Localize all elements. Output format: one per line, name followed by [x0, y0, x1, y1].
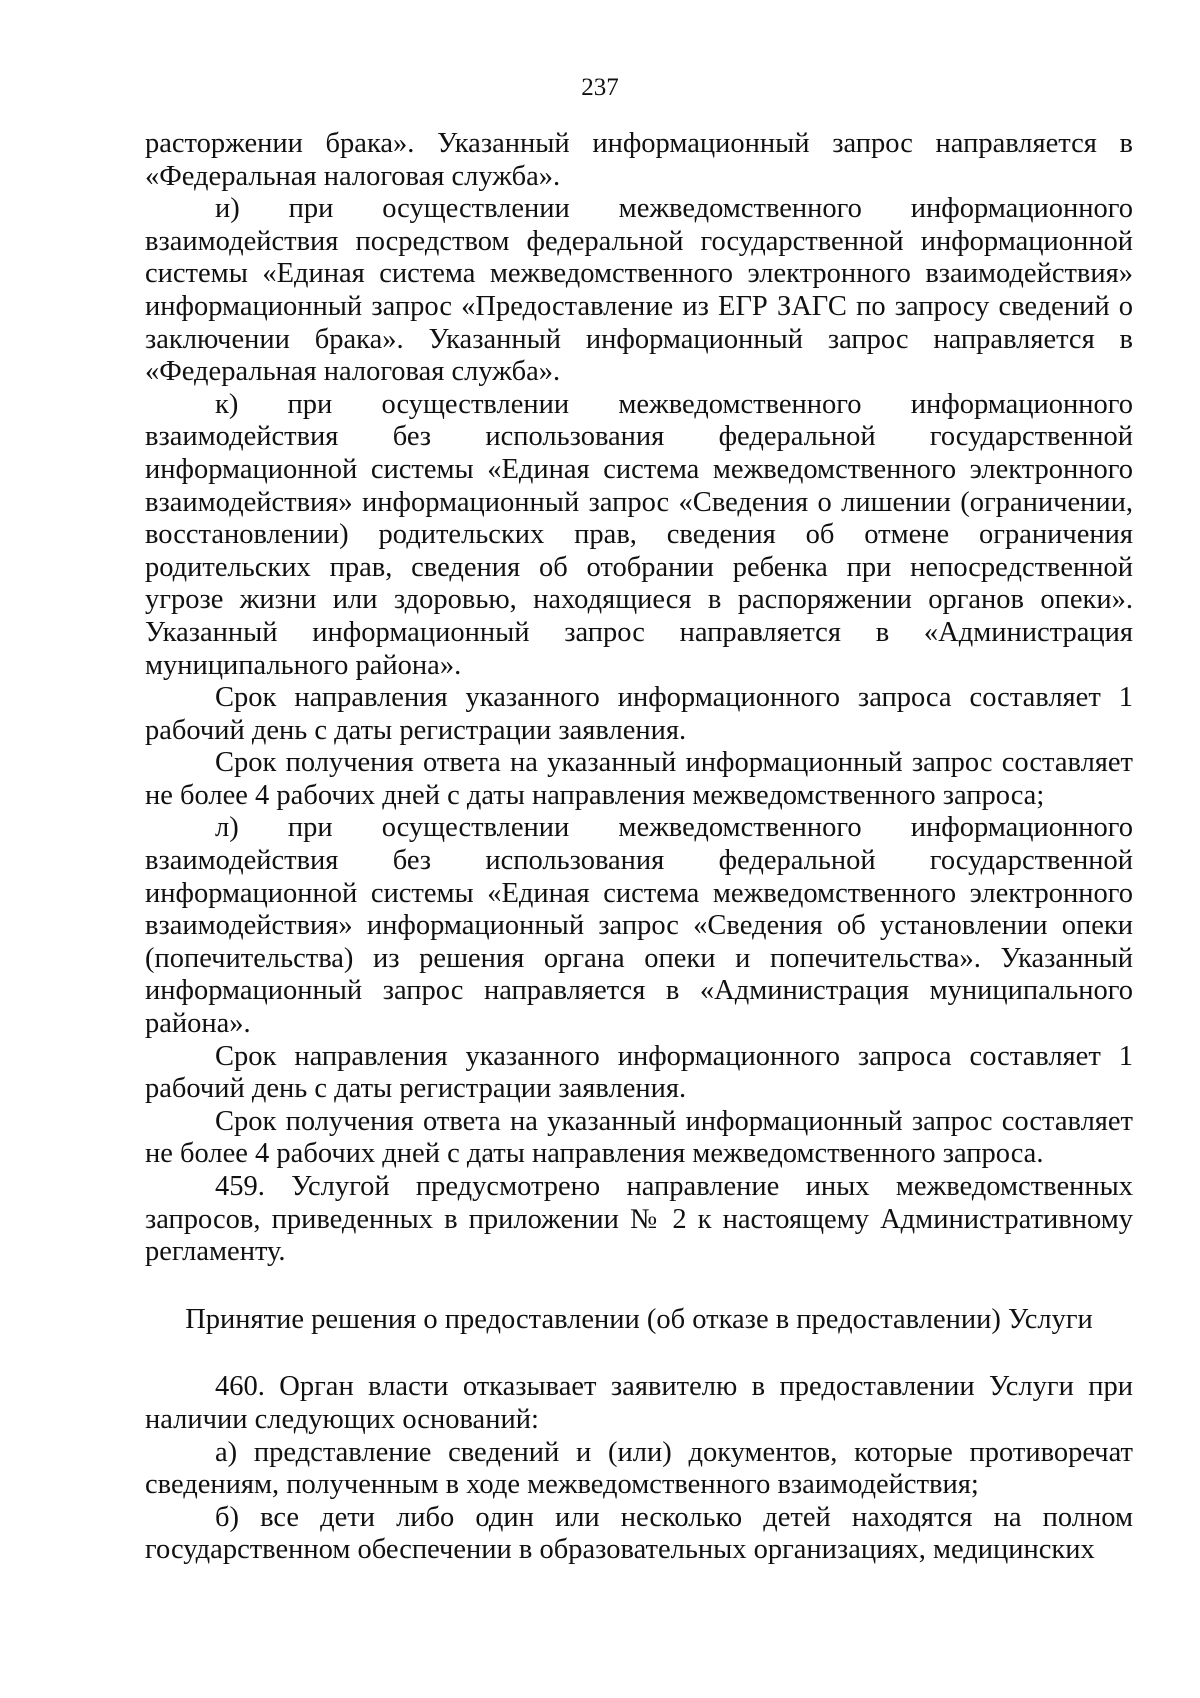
paragraph-response-deadline: Срок получения ответа на указанный информационный запрос составляет не более 4 рабочих дней с даты направления межведомственного запроса;: [145, 747, 1133, 811]
paragraph-item-l: л) при осуществлении межведомственного информационного взаимодействия без использования федеральной государственной информационной системы «Единая система межведомственного электронного взаимодействия» информационный запрос «Сведения об установлении опеки (попечительства) из решения органа опеки и попечительства». Указанный информационный запрос направляется в «Администрация муниципального района».: [145, 812, 1133, 1040]
paragraph-item-k: к) при осуществлении межведомственного информационного взаимодействия без использования федеральной государственной информационной системы «Единая система межведомственного электронного взаимодействия» информационный запрос «Сведения о лишении (ограничении, восстановлении) родительских прав, сведения об отмене ограничения родительских прав, сведения об отобрании ребенка при непосредственной угрозе жизни или здоровью, находящиеся в распоряжении органов опеки». Указанный информационный запрос направляется в «Администрация муниципального района».: [145, 388, 1133, 681]
paragraph-460: 460. Орган власти отказывает заявителю в предоставлении Услуги при наличии следующих оснований:: [145, 1371, 1133, 1435]
paragraph-460-b: б) все дети либо один или несколько детей находятся на полном государственном обеспечении в образовательных организациях, медицинских: [145, 1501, 1133, 1566]
document-body: [145, 128, 1133, 1567]
paragraph-continuation: расторжении брака». Указанный информационный запрос направляется в «Федеральная налоговая служба».: [145, 128, 1133, 192]
paragraph-request-deadline: Срок направления указанного информационного запроса составляет 1 рабочий день с даты регистрации заявления.: [145, 682, 1133, 746]
paragraph-460-a: а) представление сведений и (или) документов, которые противоречат сведениям, полученным в ходе межведомственного взаимодействия;: [145, 1436, 1133, 1501]
paragraph-request-deadline-2: Срок направления указанного информационного запроса составляет 1 рабочий день с даты регистрации заявления.: [145, 1040, 1133, 1105]
paragraph-459: 459. Услугой предусмотрено направление иных межведомственных запросов, приведенных в приложении № 2 к настоящему Административному регламенту.: [145, 1171, 1133, 1268]
paragraph-response-deadline-2: Срок получения ответа на указанный информационный запрос составляет не более 4 рабочих дней с даты направления межведомственного запроса.: [145, 1105, 1133, 1170]
page-number: 237: [581, 74, 619, 101]
section-heading: Принятие решения о предоставлении (об отказе в предоставлении) Услуги: [185, 1303, 1093, 1335]
paragraph-item-i: и) при осуществлении межведомственного информационного взаимодействия посредством федеральной государственной информационной системы «Единая система межведомственного электронного взаимодействия» информационный запрос «Предоставление из ЕГР ЗАГС по запросу сведений о заключении брака». Указанный информационный запрос направляется в «Федеральная налоговая служба».: [145, 193, 1133, 388]
